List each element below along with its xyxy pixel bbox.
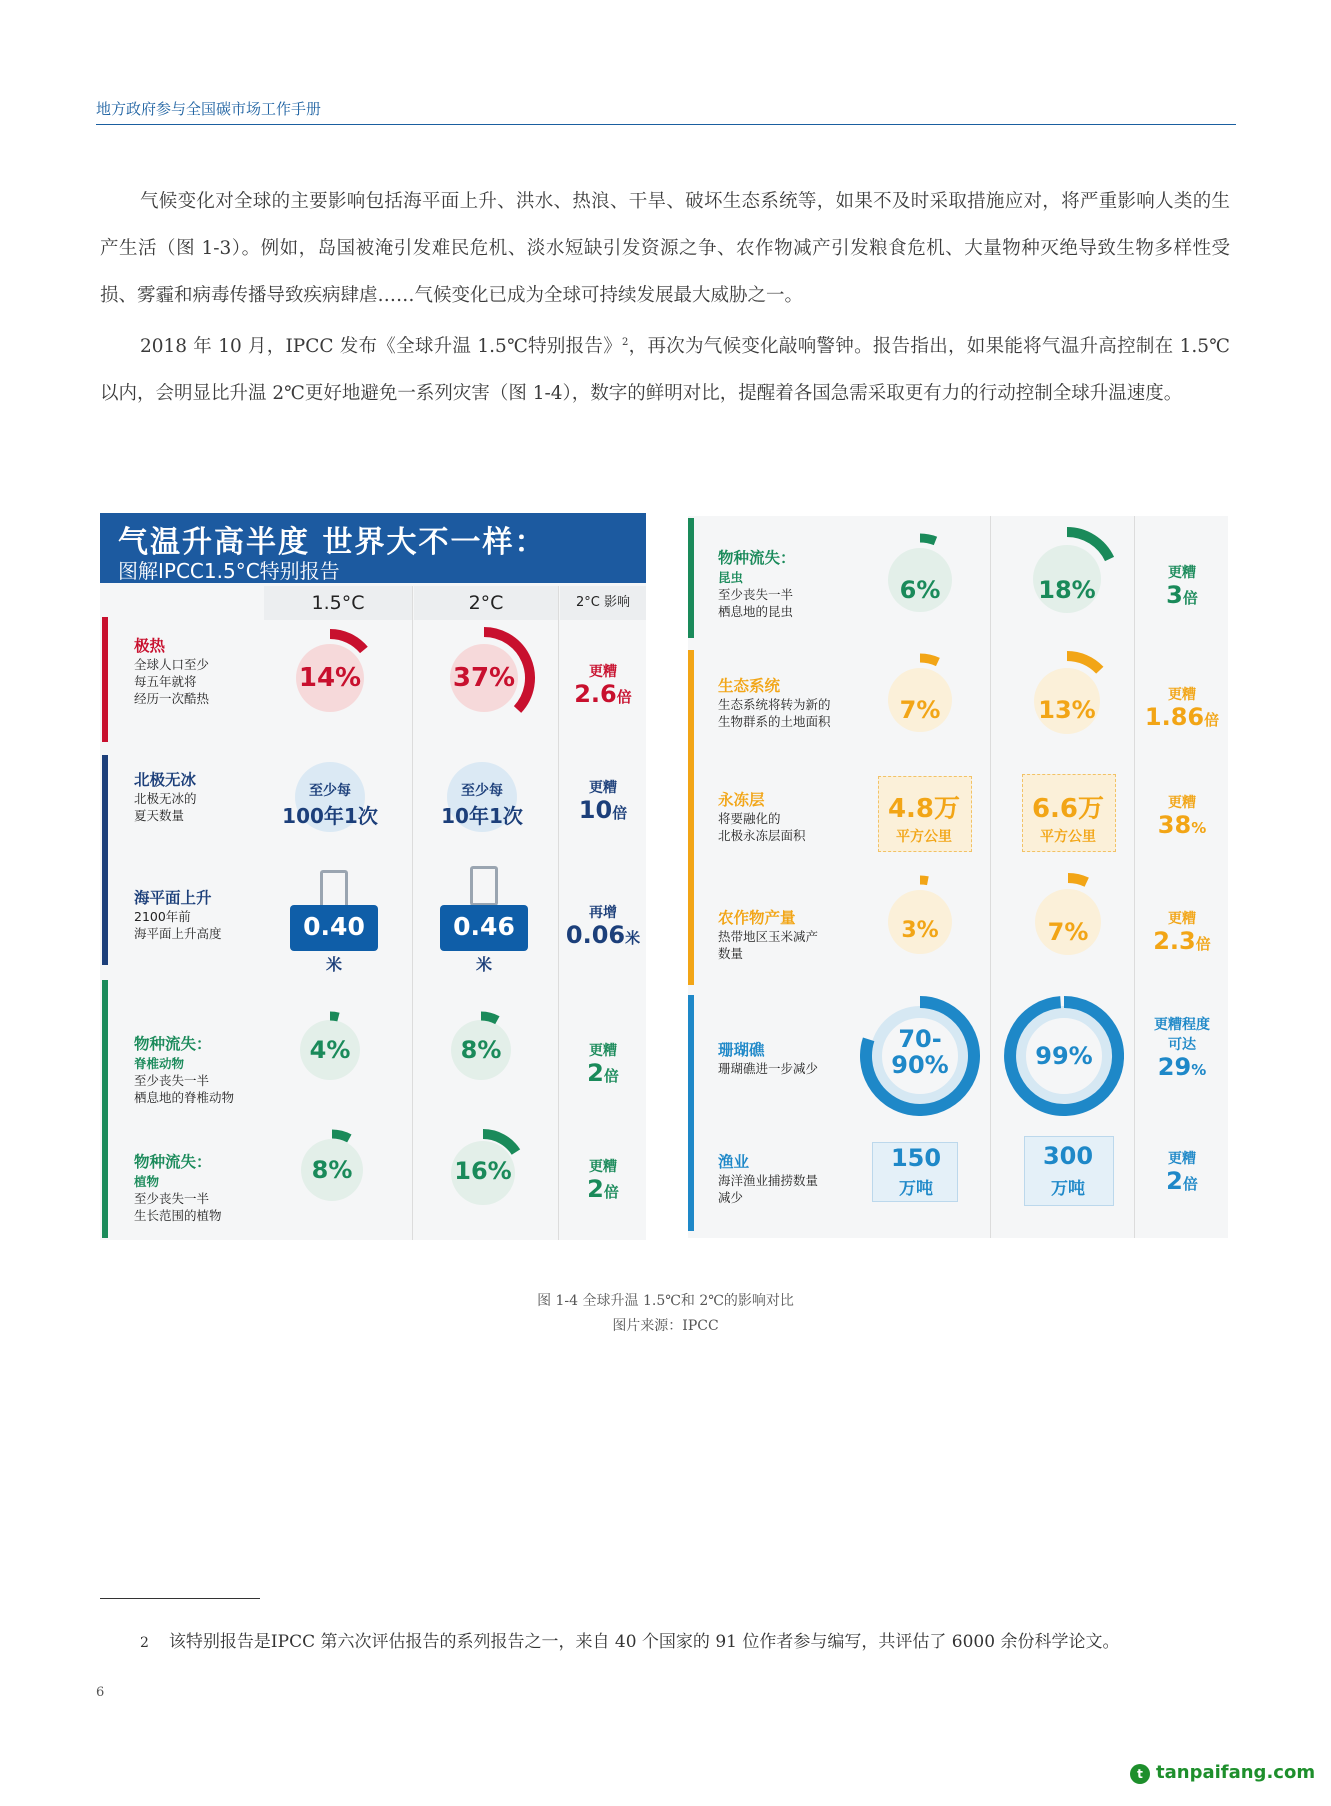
arctic-value-1-5: [270, 780, 390, 829]
coral-value-2: 99%: [1035, 1042, 1093, 1070]
ring-arc: [920, 658, 938, 662]
ring-arc: [330, 1016, 338, 1017]
category-bar-red: [102, 617, 108, 742]
crop-impact: [1136, 908, 1228, 957]
plant-value-2: 16%: [454, 1157, 512, 1185]
impact-word: 更糟: [1168, 911, 1196, 927]
row-desc: 减少: [718, 1190, 744, 1205]
impact-unit: %: [1191, 1061, 1207, 1079]
row-heading: 永冻层: [718, 791, 765, 809]
fishery-impact: [1136, 1148, 1228, 1197]
ring-arc: [1068, 878, 1087, 882]
infographic-subtitle: 图解IPCC1.5°C特别报告: [118, 559, 340, 583]
permafrost-value-1-5: 4.8万: [887, 794, 961, 824]
row-desc: 至少丧失一半: [134, 1073, 210, 1088]
row-desc: 海平面上升高度: [134, 926, 222, 941]
row-label-crops: [718, 906, 858, 962]
footnote: [140, 1627, 1119, 1652]
impact-value: [560, 681, 646, 710]
row-desc: 生长范围的植物: [134, 1208, 222, 1223]
impact-word: 更糟: [589, 780, 617, 796]
ecosystem-value-1-5: 7%: [899, 696, 941, 724]
impact-value: [1136, 812, 1228, 841]
impact-number: 2: [587, 1059, 604, 1087]
footnote-number: 2: [140, 1635, 149, 1651]
figure-source: 图片来源：IPCC: [612, 1318, 719, 1334]
insect-impact: [1136, 562, 1228, 611]
vertebrate-impact: [560, 1040, 646, 1089]
row-label-plants: [134, 1150, 264, 1224]
impact-number: 29: [1157, 1053, 1192, 1081]
impact-word: 更糟: [1168, 1151, 1196, 1167]
arctic-value-line2: 10年1次: [441, 804, 523, 828]
row-heading: 生态系统: [718, 677, 781, 695]
impact-value: [560, 1060, 646, 1089]
sea-impact: [560, 902, 646, 951]
row-desc: 栖息地的脊椎动物: [134, 1090, 235, 1105]
row-heading: 渔业: [718, 1153, 750, 1171]
row-desc: 生物群系的土地面积: [718, 714, 831, 729]
arctic-impact: [560, 777, 646, 826]
impact-value: [560, 797, 646, 826]
impact-unit: 倍: [1182, 589, 1198, 607]
impact-unit: 倍: [616, 688, 632, 706]
row-desc: 夏天数量: [134, 808, 185, 823]
sea-unit-1-5: 米: [325, 955, 342, 974]
permafrost-value-2: 6.6万: [1031, 794, 1105, 824]
heat-value-2: 37%: [452, 663, 516, 693]
impact-unit: 倍: [603, 1183, 619, 1201]
ring-arc: [1067, 656, 1100, 670]
row-heading: 物种流失：: [718, 549, 796, 567]
row-desc: 北极永冻层面积: [718, 828, 806, 843]
fishery-unit-1-5: 万吨: [899, 1179, 933, 1199]
row-desc: 每五年就将: [134, 674, 197, 689]
paragraph-1: 气候变化对全球的主要影响包括海平面上升、洪水、热浪、干旱、破坏生态系统等，如果不及时采取措施应对，将严重影响人类的生产生活（图 1-3）。例如，岛国被淹引发难民危机、淡水短缺引发资源之争、农作物减产引发粮食危机、大量物种灭绝导致生物多样性受损、雾霾和病毒传播导致疾病肆虐……气候变化已成为全球可持续发展最大威胁之一。: [100, 191, 1230, 306]
impact-word: 更糟: [589, 1159, 617, 1175]
row-desc: 栖息地的昆虫: [718, 604, 794, 619]
impact-value: [1136, 582, 1228, 611]
row-desc: 经历一次酷热: [134, 691, 210, 706]
footnote-rule: [100, 1598, 260, 1599]
permafrost-unit-2: 平方公里: [1040, 829, 1096, 845]
impact-value: [1136, 1054, 1228, 1083]
divider: [990, 516, 991, 1238]
row-label-permafrost: [718, 788, 858, 844]
sea-value-1-5: 0.40: [303, 912, 365, 941]
row-desc: 生态系统将转为新的: [718, 697, 831, 712]
plant-value-1-5: 8%: [311, 1156, 353, 1184]
impact-number: 2: [1166, 1167, 1183, 1195]
impact-value: [1136, 704, 1228, 733]
infographic-banner: [100, 513, 646, 583]
ring-arc: [920, 880, 928, 881]
header-rule: [96, 124, 1236, 125]
impact-unit: 倍: [1195, 935, 1211, 953]
col-head-2: 2°C: [414, 586, 558, 620]
impact-word: 更糟: [1168, 687, 1196, 703]
category-bar-blue: [688, 995, 694, 1231]
row-subheading: 脊椎动物: [134, 1056, 185, 1071]
arctic-value-2: [422, 780, 542, 829]
row-label-arctic: [134, 768, 254, 824]
row-desc: 至少丧失一半: [718, 587, 794, 602]
crop-value-2: 7%: [1047, 918, 1089, 946]
row-label-ecosystem: [718, 674, 868, 730]
arctic-value-line1: 至少每: [309, 783, 351, 799]
impact-number: 10: [578, 796, 613, 824]
coral-impact: [1136, 1014, 1228, 1083]
impact-number: 1.86: [1144, 703, 1205, 731]
row-heading: 物种流失：: [134, 1035, 212, 1053]
impact-number: 2.6: [574, 680, 617, 708]
heat-value-1-5: 14%: [298, 663, 362, 693]
heat-impact: [560, 661, 646, 710]
row-subheading: 植物: [134, 1174, 160, 1189]
watermark: tanpaifang.com: [1156, 1762, 1316, 1783]
running-header: 地方政府参与全国碳市场工作手册: [96, 100, 322, 118]
impact-word: 更糟: [1168, 795, 1196, 811]
paragraph-2-a: 2018 年 10 月，IPCC 发布《全球升温 1.5℃特别报告》: [140, 336, 622, 358]
divider: [1134, 516, 1135, 1238]
category-bar-orange: [688, 650, 694, 985]
row-desc: 海洋渔业捕捞数量: [718, 1173, 819, 1188]
vertebrate-value-2: 8%: [460, 1036, 502, 1064]
row-desc: 将要融化的: [718, 811, 781, 826]
watermark-logo-icon: t: [1130, 1764, 1150, 1784]
impact-unit: 米: [625, 929, 641, 947]
crop-value-1-5: 3%: [901, 918, 939, 943]
category-bar-green: [688, 518, 694, 638]
sea-value-2: 0.46: [453, 912, 515, 941]
row-heading: 物种流失：: [134, 1153, 212, 1171]
row-heading: 极热: [134, 637, 166, 655]
row-heading: 海平面上升: [134, 889, 212, 907]
ring-arc: [920, 538, 935, 541]
row-label-fishery: [718, 1150, 858, 1206]
fishery-value-2: 300: [1042, 1142, 1094, 1170]
page-number: 6: [96, 1685, 105, 1700]
fishery-unit-2: 万吨: [1051, 1179, 1085, 1199]
row-desc: 2100年前: [134, 909, 191, 924]
row-label-vertebrates: [134, 1032, 264, 1106]
row-label-sea: [134, 886, 264, 942]
footnote-ref[interactable]: 2: [621, 337, 629, 348]
divider: [412, 586, 413, 1240]
impact-unit: 倍: [1204, 711, 1220, 729]
category-bar-navy: [102, 755, 108, 965]
row-label-insects: [718, 546, 858, 620]
impact-unit: %: [1191, 819, 1207, 837]
footnote-text: 该特别报告是IPCC 第六次评估报告的系列报告之一，来自 40 个国家的 91 位作者参与编写，共评估了 6000 余份科学论文。: [168, 1632, 1120, 1652]
row-heading: 农作物产量: [718, 909, 796, 927]
col-head-1-5: 1.5°C: [264, 586, 412, 620]
row-desc: 全球人口至少: [134, 657, 210, 672]
ecosystem-value-2: 13%: [1038, 696, 1096, 724]
impact-value: [560, 922, 646, 951]
impact-unit: 倍: [1182, 1175, 1198, 1193]
sea-unit-2: 米: [475, 955, 492, 974]
fishery-value-1-5: 150: [890, 1144, 942, 1172]
ecosystem-impact: [1136, 684, 1228, 733]
ruler-icon: [320, 870, 348, 910]
impact-word: 再增: [589, 905, 617, 921]
divider: [558, 586, 559, 1240]
insect-value-2: 18%: [1038, 576, 1096, 604]
figure-caption: 图 1-4 全球升温 1.5℃和 2℃的影响对比: [537, 1293, 794, 1309]
impact-number: 2.3: [1153, 927, 1196, 955]
insect-value-1-5: 6%: [899, 576, 941, 604]
row-desc: 热带地区玉米减产: [718, 929, 819, 944]
category-bar-green: [102, 980, 108, 1238]
row-label-coral: [718, 1038, 858, 1077]
coral-value-1-5: [860, 1026, 980, 1078]
impact-word: 更糟: [589, 664, 617, 680]
permafrost-unit-1-5: 平方公里: [896, 829, 952, 845]
arctic-value-line1: 至少每: [461, 783, 503, 799]
impact-number: 2: [587, 1175, 604, 1203]
impact-value: [560, 1176, 646, 1205]
impact-number: 3: [1166, 581, 1183, 609]
col-head-impact: 2°C 影响: [560, 586, 646, 620]
vertebrate-value-1-5: 4%: [309, 1036, 351, 1064]
impact-value: [1136, 1168, 1228, 1197]
coral-value-line2: 90%: [891, 1051, 949, 1079]
ruler-icon: [470, 866, 498, 906]
row-desc: 至少丧失一半: [134, 1191, 210, 1206]
paragraph-2-b: ，再次为气候变化敲响警钟。报告指出，如果能将气温升高控制在 1.5℃以内，会明显比升温 2℃更好地避免一系列灾害（图 1-4），数字的鲜明对比，提醒着各国急需采取更有力的行动控制全球升温速度。: [100, 336, 1230, 405]
impact-unit: 倍: [603, 1067, 619, 1085]
impact-word: 更糟程度: [1154, 1017, 1210, 1033]
body-text: [100, 178, 1230, 417]
coral-value-line1: 70-: [898, 1025, 942, 1053]
row-desc: 珊瑚礁进一步减少: [718, 1061, 819, 1076]
impact-word: 更糟: [589, 1043, 617, 1059]
plant-impact: [560, 1156, 646, 1205]
impact-unit: 倍: [612, 804, 628, 822]
arctic-value-line2: 100年1次: [282, 804, 378, 828]
ring-arc: [332, 1134, 349, 1138]
infographic-title: 气温升高半度 世界大不一样：: [118, 525, 547, 560]
row-heading: 珊瑚礁: [718, 1041, 765, 1059]
impact-word-2: 可达: [1168, 1037, 1196, 1053]
row-heading: 北极无冰: [134, 771, 197, 789]
row-desc: 北极无冰的: [134, 791, 197, 806]
ring-arc: [481, 1016, 497, 1020]
row-label-heat: [134, 634, 254, 707]
impact-value: [1136, 928, 1228, 957]
row-desc: 数量: [718, 946, 744, 961]
impact-number: 38: [1157, 811, 1192, 839]
row-subheading: 昆虫: [718, 570, 744, 585]
paragraph-2: [100, 319, 1230, 417]
impact-word: 更糟: [1168, 565, 1196, 581]
impact-number: 0.06: [565, 921, 626, 949]
permafrost-impact: [1136, 792, 1228, 841]
